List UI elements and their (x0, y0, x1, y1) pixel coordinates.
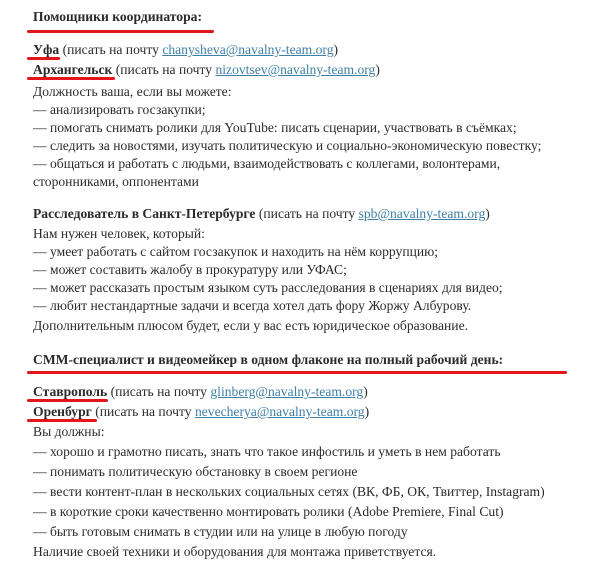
body-line: — вести контент-план в нескольких социальных сетях (ВК, ФБ, ОК, Твиттер, Instagram) (33, 484, 545, 499)
city-line-ufa (33, 40, 338, 60)
investigator-title: Расследователь в Санкт-Петербурге (33, 206, 256, 221)
email-link-ufa[interactable]: chanysheva@navalny-team.org (162, 42, 334, 57)
email-suffix: ) (364, 404, 370, 419)
body-line: Нам нужен человек, который: (33, 226, 205, 241)
city-name-stavropol: Ставрополь (33, 384, 108, 399)
body-line: — умеет работать с сайтом госзакупок и находить на нём коррупцию; (33, 244, 439, 259)
email-link-orenburg[interactable]: nevecherya@navalny-team.org (194, 404, 365, 419)
section-heading-smm: СММ-специалист и видеомейкер в одном флаконе на полный рабочий день: (33, 352, 504, 367)
red-underline-heading-1 (27, 30, 214, 33)
body-line: — может рассказать простым языком суть расследования в сценариях для видео; (33, 280, 503, 295)
email-suffix: ) (485, 206, 490, 221)
city-name-ufa: Уфа (33, 42, 60, 57)
email-link-arkhangelsk[interactable]: nizovtsev@navalny-team.org (215, 62, 376, 77)
email-suffix: ) (333, 42, 339, 57)
body-line: — понимать политическую обстановку в своем регионе (33, 464, 358, 479)
email-prefix: (писать на почту (59, 42, 163, 57)
body-line: Наличие своей техники и оборудования для монтажа приветствуется. (33, 544, 437, 559)
email-link-stavropol[interactable]: glinberg@navalny-team.org (210, 384, 364, 399)
body-line: Дополнительным плюсом будет, если у вас есть юридическое образование. (33, 318, 469, 333)
email-suffix: ) (375, 62, 380, 77)
section-heading-coordinator-assistants: Помощники координатора: (33, 9, 202, 24)
body-line: сторонниками, оппонентами (33, 174, 199, 189)
body-line: — может составить жалобу в прокуратуру или УФАС; (33, 262, 347, 277)
email-prefix: (писать на почту (107, 384, 211, 399)
email-prefix: (писать на почту (91, 404, 195, 419)
red-underline-arkhangelsk (27, 77, 115, 80)
email-prefix: (писать на почту (255, 206, 359, 221)
city-name-orenburg: Оренбург (33, 404, 92, 419)
email-prefix: (писать на почту (112, 62, 216, 77)
email-suffix: ) (363, 384, 368, 399)
body-line: — общаться и работать с людьми, взаимодействовать с коллегами, волонтерами, (33, 156, 501, 171)
body-line: — следить за новостями, изучать политическую и социально-экономическую повестку; (33, 138, 542, 153)
body-line: — помогать снимать ролики для YouTube: писать сценарии, участвовать в съёмках; (33, 120, 517, 135)
body-line: Вы должны: (33, 424, 105, 439)
email-link-spb[interactable]: spb@navalny-team.org (358, 206, 486, 221)
red-underline-heading-3 (27, 371, 567, 374)
body-line: — в короткие сроки качественно монтировать ролики (Adobe Premiere, Final Cut) (33, 504, 504, 519)
city-name-arkhangelsk: Архангельск (33, 62, 113, 77)
investigator-title-line (33, 204, 490, 224)
body-line: — хорошо и грамотно писать, знать что такое инфостиль и уметь в нем работать (33, 444, 501, 459)
body-line: — любит нестандартные задачи и всегда хотел дать фору Жоржу Албурову. (33, 298, 472, 313)
body-line: Должность ваша, если вы можете: (33, 84, 232, 99)
body-line: — анализировать госзакупки; (33, 102, 206, 117)
body-line: — быть готовым снимать в студии или на улице в любую погоду (33, 524, 408, 539)
